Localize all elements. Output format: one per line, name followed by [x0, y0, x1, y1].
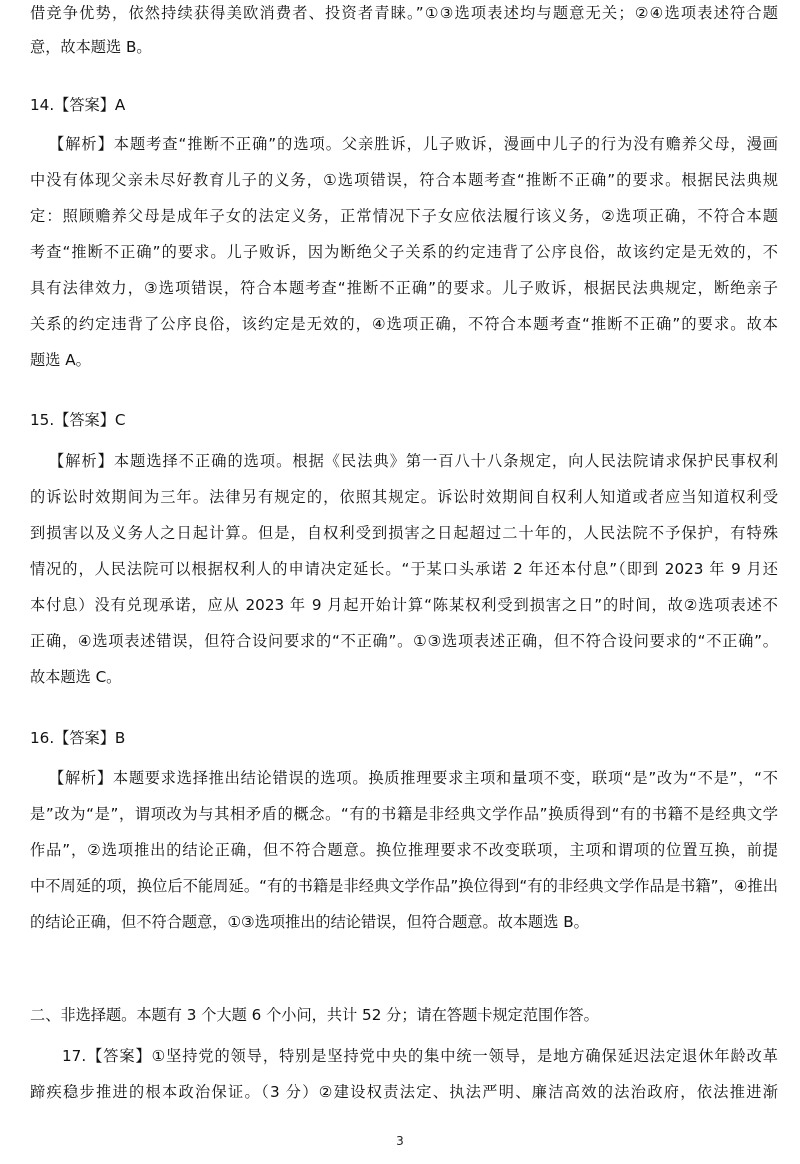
text-line: 题选 A。: [30, 351, 91, 369]
text-line: 中不周延的项，换位后不能周延。“有的书籍是非经典文学作品”换位得到“有的非经典文学作品是书籍”，④推出: [30, 877, 778, 895]
answer-heading: 14.【答案】A: [30, 96, 126, 114]
text-line: 的诉讼时效期间为三年。法律另有规定的，依照其规定。诉讼时效期间自权利人知道或者应当知道权利受: [30, 488, 778, 506]
answer-heading: 16.【答案】B: [30, 729, 126, 747]
text-line: 17.【答案】①坚持党的领导，特别是坚持党中央的集中统一领导，是地方确保延迟法定退休年龄改革: [62, 1047, 778, 1065]
text-line: 作品”，②选项推出的结论正确，但不符合题意。换位推理要求不改变联项，主项和谓项的位置互换，前提: [30, 841, 778, 859]
text-line: 是”改为“是”，谓项改为与其相矛盾的概念。“有的书籍是非经典文学作品”换质得到“有的书籍不是经典文学: [30, 805, 778, 823]
answer-heading: 15.【答案】C: [30, 411, 126, 429]
text-line: 关系的约定违背了公序良俗，该约定是无效的，④选项正确，不符合本题考查“推断不正确”的要求。故本: [30, 315, 778, 333]
text-line: 【解析】本题选择不正确的选项。根据《民法典》第一百八十八条规定，向人民法院请求保护民事权利: [49, 452, 778, 470]
text-line: 考查“推断不正确”的要求。儿子败诉，因为断绝父子关系的约定违背了公序良俗，故该约定是无效的，不: [30, 243, 778, 261]
text-line: 中没有体现父亲未尽好教育儿子的义务，①选项错误，符合本题考查“推断不正确”的要求。根据民法典规: [30, 171, 778, 189]
text-line: 定：照顾赡养父母是成年子女的法定义务，正常情况下子女应依法履行该义务，②选项正确，不符合本题: [30, 207, 778, 225]
text-line: 借竞争优势，依然持续获得美欧消费者、投资者青睐。”①③选项表述均与题意无关；②④选项表述符合题: [30, 4, 778, 22]
text-line: 情况的，人民法院可以根据权利人的申请决定延长。“于某口头承诺 2 年还本付息”（即到 2023 年 9 月还: [30, 560, 778, 578]
text-line: 蹄疾稳步推进的根本政治保证。（3 分）②建设权责法定、执法严明、廉洁高效的法治政府，依法推进渐: [30, 1083, 778, 1101]
text-line: 正确，④选项表述错误，但符合设问要求的“不正确”。①③选项表述正确，但不符合设问要求的“不正确”。: [30, 632, 778, 650]
text-line: 到损害以及义务人之日起计算。但是，自权利受到损害之日起超过二十年的，人民法院不予保护，有特殊: [30, 524, 778, 542]
text-line: 故本题选 C。: [30, 668, 122, 686]
text-line: 【解析】本题要求选择推出结论错误的选项。换质推理要求主项和量项不变，联项“是”改为“不是”，“不: [49, 769, 778, 787]
page-number: 3: [396, 1134, 404, 1148]
text-line: 具有法律效力，③选项错误，符合本题考查“推断不正确”的要求。儿子败诉，根据民法典规定，断绝亲子: [30, 279, 778, 297]
text-line: 本付息）没有兑现承诺，应从 2023 年 9 月起开始计算“陈某权利受到损害之日”的时间，故②选项表述不: [30, 596, 778, 614]
text-line: 【解析】本题考查“推断不正确”的选项。父亲胜诉，儿子败诉，漫画中儿子的行为没有赡养父母，漫画: [49, 135, 778, 153]
section-heading: 二、非选择题。本题有 3 个大题 6 个小问，共计 52 分；请在答题卡规定范围作答。: [30, 1006, 599, 1024]
text-line: 意，故本题选 B。: [30, 38, 152, 56]
text-line: 的结论正确，但不符合题意，①③选项推出的结论错误，但符合题意。故本题选 B。: [30, 913, 589, 931]
